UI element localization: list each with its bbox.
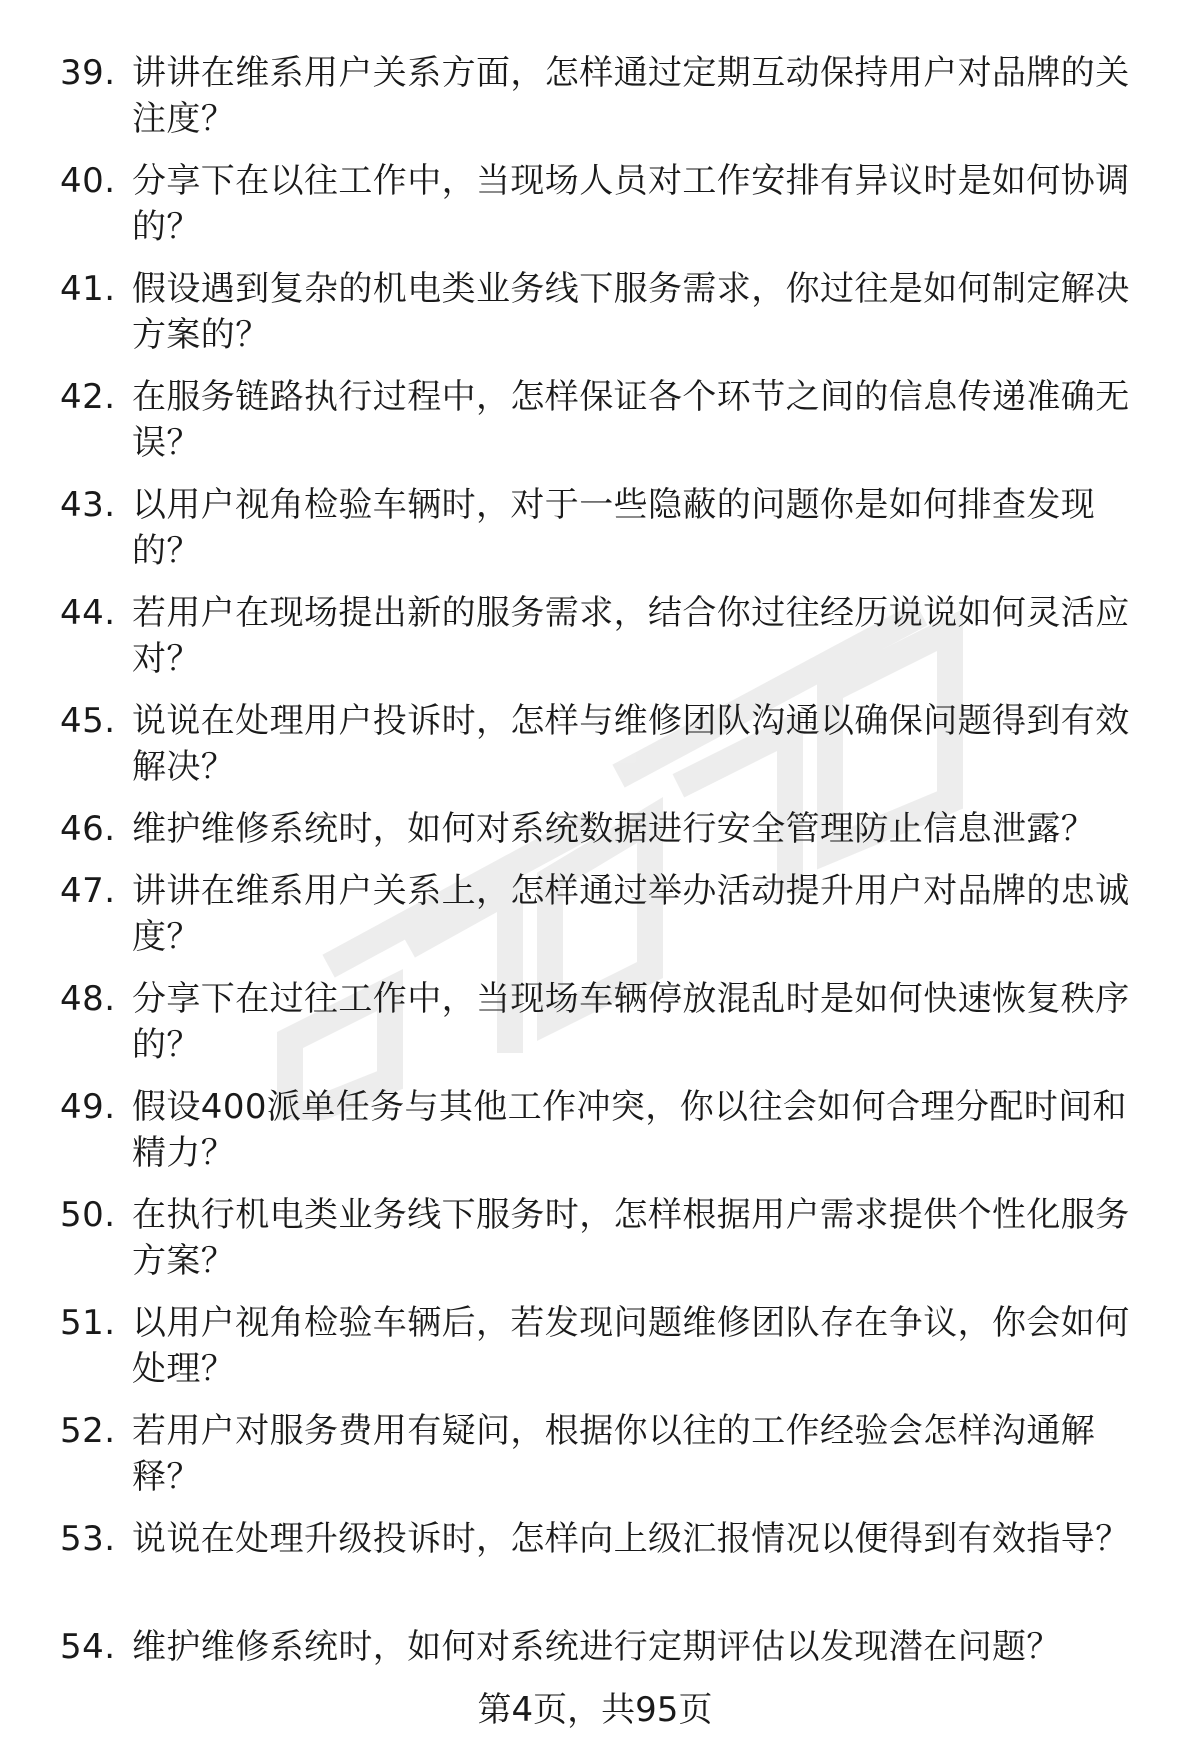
question-text: 若用户对服务费用有疑问，根据你以往的工作经验会怎样沟通解释？ [132, 1411, 1096, 1497]
question-text: 假设遇到复杂的机电类业务线下服务需求，你过往是如何制定解决方案的？ [132, 269, 1130, 355]
list-item [60, 482, 1150, 590]
question-number: 53. [60, 1519, 116, 1559]
question-list [60, 50, 1150, 1686]
question-number: 48. [60, 979, 116, 1019]
list-item [60, 868, 1150, 976]
question-number: 42. [60, 377, 116, 417]
question-number: 52. [60, 1411, 116, 1451]
question-number: 50. [60, 1195, 116, 1235]
question-text: 讲讲在维系用户关系方面，怎样通过定期互动保持用户对品牌的关注度？ [132, 53, 1130, 139]
page-footer: 第4页，共95页 [477, 1690, 713, 1730]
question-number: 47. [60, 871, 116, 911]
list-item [60, 1624, 1150, 1686]
question-number: 44. [60, 593, 116, 633]
list-item [60, 976, 1150, 1084]
question-number: 39. [60, 53, 116, 93]
list-item [60, 1300, 1150, 1408]
list-item [60, 806, 1150, 868]
question-text: 说说在处理升级投诉时，怎样向上级汇报情况以便得到有效指导？ [132, 1519, 1130, 1559]
question-number: 51. [60, 1303, 116, 1343]
question-text: 维护维修系统时，如何对系统进行定期评估以发现潜在问题？ [132, 1627, 1061, 1667]
question-number: 43. [60, 485, 116, 525]
question-text: 以用户视角检验车辆后，若发现问题维修团队存在争议，你会如何处理？ [132, 1303, 1130, 1389]
question-number: 46. [60, 809, 116, 849]
question-text: 分享下在以往工作中，当现场人员对工作安排有异议时是如何协调的？ [132, 161, 1130, 247]
question-number: 49. [60, 1087, 116, 1127]
list-item [60, 1192, 1150, 1300]
question-text: 讲讲在维系用户关系上，怎样通过举办活动提升用户对品牌的忠诚度？ [132, 871, 1130, 957]
list-item [60, 590, 1150, 698]
question-number: 54. [60, 1627, 116, 1667]
question-text: 说说在处理用户投诉时，怎样与维修团队沟通以确保问题得到有效解决？ [132, 701, 1130, 787]
list-item [60, 698, 1150, 806]
question-text: 分享下在过往工作中，当现场车辆停放混乱时是如何快速恢复秩序的？ [132, 979, 1130, 1065]
question-text: 以用户视角检验车辆时，对于一些隐蔽的问题你是如何排查发现的？ [132, 485, 1096, 571]
question-number: 40. [60, 161, 116, 201]
list-item [60, 158, 1150, 266]
list-item [60, 1408, 1150, 1516]
list-item [60, 1516, 1150, 1624]
list-item [60, 374, 1150, 482]
list-item [60, 1084, 1150, 1192]
question-text: 假设400派单任务与其他工作冲突，你以往会如何合理分配时间和精力？ [132, 1087, 1127, 1173]
list-item [60, 50, 1150, 158]
question-text: 维护维修系统时，如何对系统数据进行安全管理防止信息泄露？ [132, 809, 1096, 849]
question-text: 在执行机电类业务线下服务时，怎样根据用户需求提供个性化服务方案？ [132, 1195, 1130, 1281]
question-text: 若用户在现场提出新的服务需求，结合你过往经历说说如何灵活应对？ [132, 593, 1130, 679]
question-number: 45. [60, 701, 116, 741]
list-item [60, 266, 1150, 374]
question-text: 在服务链路执行过程中，怎样保证各个环节之间的信息传递准确无误？ [132, 377, 1130, 463]
question-number: 41. [60, 269, 116, 309]
